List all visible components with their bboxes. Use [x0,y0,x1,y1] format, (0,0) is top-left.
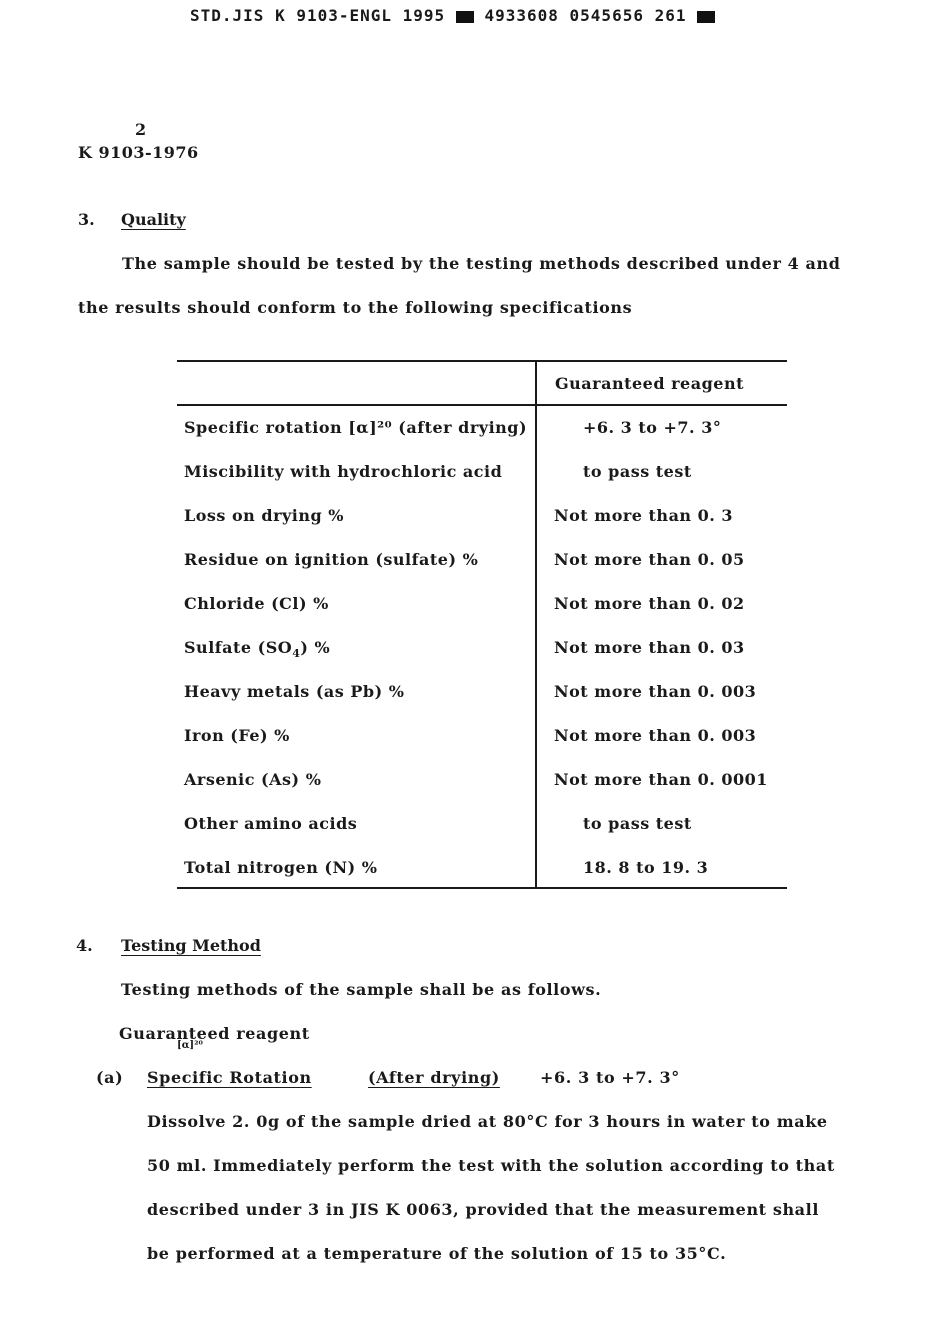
document-header [190,6,715,25]
row-item: Heavy metals (as Pb) % [184,682,405,701]
row-value: 18. 8 to 19. 3 [583,858,709,877]
table-header-rule [177,404,787,406]
section-4-number: 4. [76,936,93,955]
table-row [177,770,787,814]
section-4-grade: Guaranteed reagent [119,1024,310,1043]
row-item: Residue on ignition (sulfate) % [184,550,479,569]
item-a-condition: (After drying) [368,1068,500,1087]
row-item-text-end: ) % [300,638,331,657]
row-item-subscript: 4 [292,647,301,660]
row-value: to pass test [583,814,692,833]
table-header-grade: Guaranteed reagent [555,374,744,393]
section-4-intro: Testing methods of the sample shall be as follows. [121,980,602,999]
row-item: Miscibility with hydrochloric acid [184,462,503,481]
header-code: 4933608 0545656 261 [484,6,687,25]
row-value: +6. 3 to +7. 3° [583,418,722,437]
row-value: Not more than 0. 02 [554,594,745,613]
table-row [177,858,787,902]
section-3-title: Quality [121,210,186,229]
redaction-block-icon [697,11,715,23]
section-3-paragraph-line-2: the results should conform to the following specifications [78,298,633,317]
row-item [184,638,330,660]
table-row [177,726,787,770]
row-item-text: Sulfate (SO [184,638,293,657]
row-item: Arsenic (As) % [184,770,322,789]
item-a-title: Specific Rotation [147,1068,312,1087]
table-row [177,550,787,594]
method-text-line-1: Dissolve 2. 0g of the sample dried at 80°C for 3 hours in water to make [147,1112,828,1131]
row-value: Not more than 0. 05 [554,550,745,569]
table-row [177,638,787,682]
row-value: Not more than 0. 3 [554,506,734,525]
standard-number: K 9103-1976 [78,143,199,162]
table-row [177,594,787,638]
row-item: Total nitrogen (N) % [184,858,378,877]
method-text-line-3: described under 3 in JIS K 0063, provided that the measurement shall [147,1200,820,1219]
method-text-line-4: be performed at a temperature of the solution of 15 to 35°C. [147,1244,727,1263]
row-item: Loss on drying % [184,506,344,525]
row-value: to pass test [583,462,692,481]
table-row [177,418,787,462]
section-3-number: 3. [78,210,95,229]
row-item: Iron (Fe) % [184,726,290,745]
item-a-spec: +6. 3 to +7. 3° [540,1068,680,1087]
redaction-block-icon [456,11,474,23]
row-value: Not more than 0. 003 [554,682,757,701]
row-value: Not more than 0. 003 [554,726,757,745]
table-row [177,462,787,506]
row-item: Specific rotation [α]²⁰ (after drying) [184,418,528,437]
row-value: Not more than 0. 0001 [554,770,768,789]
header-standard-code: STD.JIS K 9103-ENGL 1995 [190,6,446,25]
row-item: Chloride (Cl) % [184,594,329,613]
row-item: Other amino acids [184,814,358,833]
section-3-paragraph-line-1: The sample should be tested by the testing methods described under 4 and [122,254,841,273]
page-number: 2 [135,120,147,139]
table-row [177,682,787,726]
rotation-symbol: [α]²⁰ [177,1040,203,1051]
table-row [177,814,787,858]
section-4-title: Testing Method [121,936,261,955]
table-row [177,506,787,550]
table-top-rule [177,360,787,362]
row-value: Not more than 0. 03 [554,638,745,657]
item-a-label: (a) [96,1068,124,1087]
method-text-line-2: 50 ml. Immediately perform the test with the solution according to that [147,1156,835,1175]
